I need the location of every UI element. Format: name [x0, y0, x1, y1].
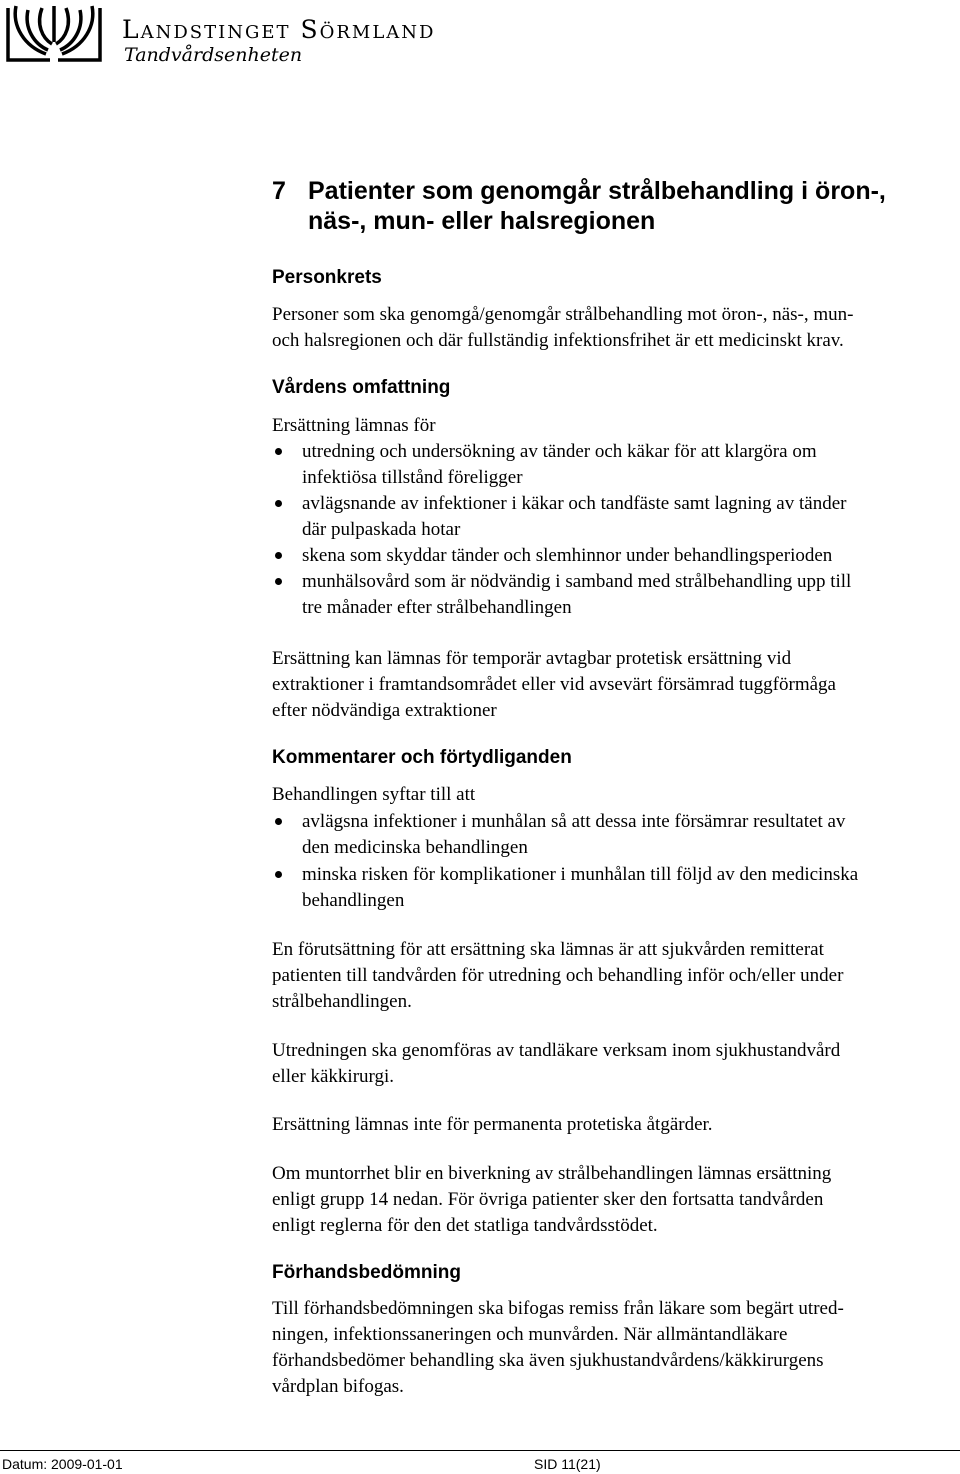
paragraph-line: extraktioner i framtandsområdet eller vid avsevärt försämrad tuggförmåga — [272, 674, 836, 695]
list-item: avlägsna infektioner i munhålan så att dessa inte försämrar resultatet av — [302, 811, 846, 832]
bullet-icon — [275, 871, 282, 878]
paragraph-line: En förutsättning för att ersättning ska lämnas är att sjukvården remitterat — [272, 939, 824, 960]
list-item: munhälsovård som är nödvändig i samband med strålbehandling upp till — [302, 571, 852, 592]
paragraph-line: strålbehandlingen. — [272, 991, 412, 1012]
footer-divider — [0, 1450, 960, 1451]
org-name: Landstinget Sörmland — [122, 15, 436, 44]
personkrets-line: Personer som ska genomgå/genomgår strålbehandling mot öron-, näs-, mun- — [272, 304, 854, 325]
vardens-intro: Ersättning lämnas för — [272, 415, 436, 436]
paragraph-line: patienten till tandvården för utredning och behandling inför och/eller under — [272, 965, 844, 986]
list-item: avlägsnande av infektioner i käkar och tandfäste samt lagning av tänder — [302, 493, 847, 514]
section-number: 7 — [272, 177, 286, 205]
list-item: där pulpaskada hotar — [302, 519, 461, 540]
paragraph-line: ningen, infektionssaneringen och munvården. När allmäntandläkare — [272, 1324, 788, 1345]
personkrets-line: och halsregionen och där fullständig infektionsfrihet är ett medicinskt krav. — [272, 330, 844, 351]
bullet-icon — [275, 448, 282, 455]
kommentarer-intro: Behandlingen syftar till att — [272, 784, 476, 805]
list-item: den medicinska behandlingen — [302, 837, 528, 858]
bullet-icon — [275, 818, 282, 825]
paragraph-line: efter nödvändiga extraktioner — [272, 700, 497, 721]
page-title-line-2: näs-, mun- eller halsregionen — [308, 207, 656, 235]
unit-name: Tandvårdsenheten — [124, 44, 303, 66]
paragraph-line: enligt reglerna för den det statliga tandvårdsstödet. — [272, 1215, 658, 1236]
paragraph-line: enligt grupp 14 nedan. För övriga patienter sker den fortsatta tandvården — [272, 1189, 824, 1210]
list-item: behandlingen — [302, 890, 405, 911]
landstinget-logo — [2, 2, 106, 66]
paragraph-line: vårdplan bifogas. — [272, 1376, 404, 1397]
paragraph-line: eller käkkirurgi. — [272, 1066, 395, 1087]
paragraph-line: Om muntorrhet blir en biverkning av strålbehandlingen lämnas ersättning — [272, 1163, 832, 1184]
list-item: tre månader efter strålbehandlingen — [302, 597, 572, 618]
list-item: skena som skyddar tänder och slemhinnor under behandlingsperioden — [302, 545, 833, 566]
heading-vardens-omfattning: Vårdens omfattning — [272, 377, 451, 398]
bullet-icon — [275, 552, 282, 559]
list-item: infektiösa tillstånd föreligger — [302, 467, 523, 488]
paragraph-line: Ersättning kan lämnas för temporär avtagbar protetisk ersättning vid — [272, 648, 792, 669]
paragraph-line: Utredningen ska genomföras av tandläkare verksam inom sjukhustandvård — [272, 1040, 841, 1061]
paragraph-line: Till förhandsbedömningen ska bifogas remiss från läkare som begärt utred- — [272, 1298, 844, 1319]
list-item: utredning och undersökning av tänder och käkar för att klargöra om — [302, 441, 817, 462]
heading-personkrets: Personkrets — [272, 267, 382, 288]
footer-date: Datum: 2009-01-01 — [2, 1456, 123, 1472]
footer-page-number: SID 11(21) — [534, 1456, 601, 1472]
heading-forhandsbedomning: Förhandsbedömning — [272, 1262, 461, 1283]
bullet-icon — [275, 500, 282, 507]
bullet-icon — [275, 578, 282, 585]
heading-kommentarer: Kommentarer och förtydliganden — [272, 747, 572, 768]
list-item: minska risken för komplikationer i munhålan till följd av den medicinska — [302, 864, 859, 885]
paragraph-line: Ersättning lämnas inte för permanenta protetiska åtgärder. — [272, 1114, 713, 1135]
page-title-line-1: Patienter som genomgår strålbehandling i öron-, — [308, 177, 886, 205]
paragraph-line: förhandsbedömer behandling ska även sjukhustandvårdens/käkkirurgens — [272, 1350, 824, 1371]
